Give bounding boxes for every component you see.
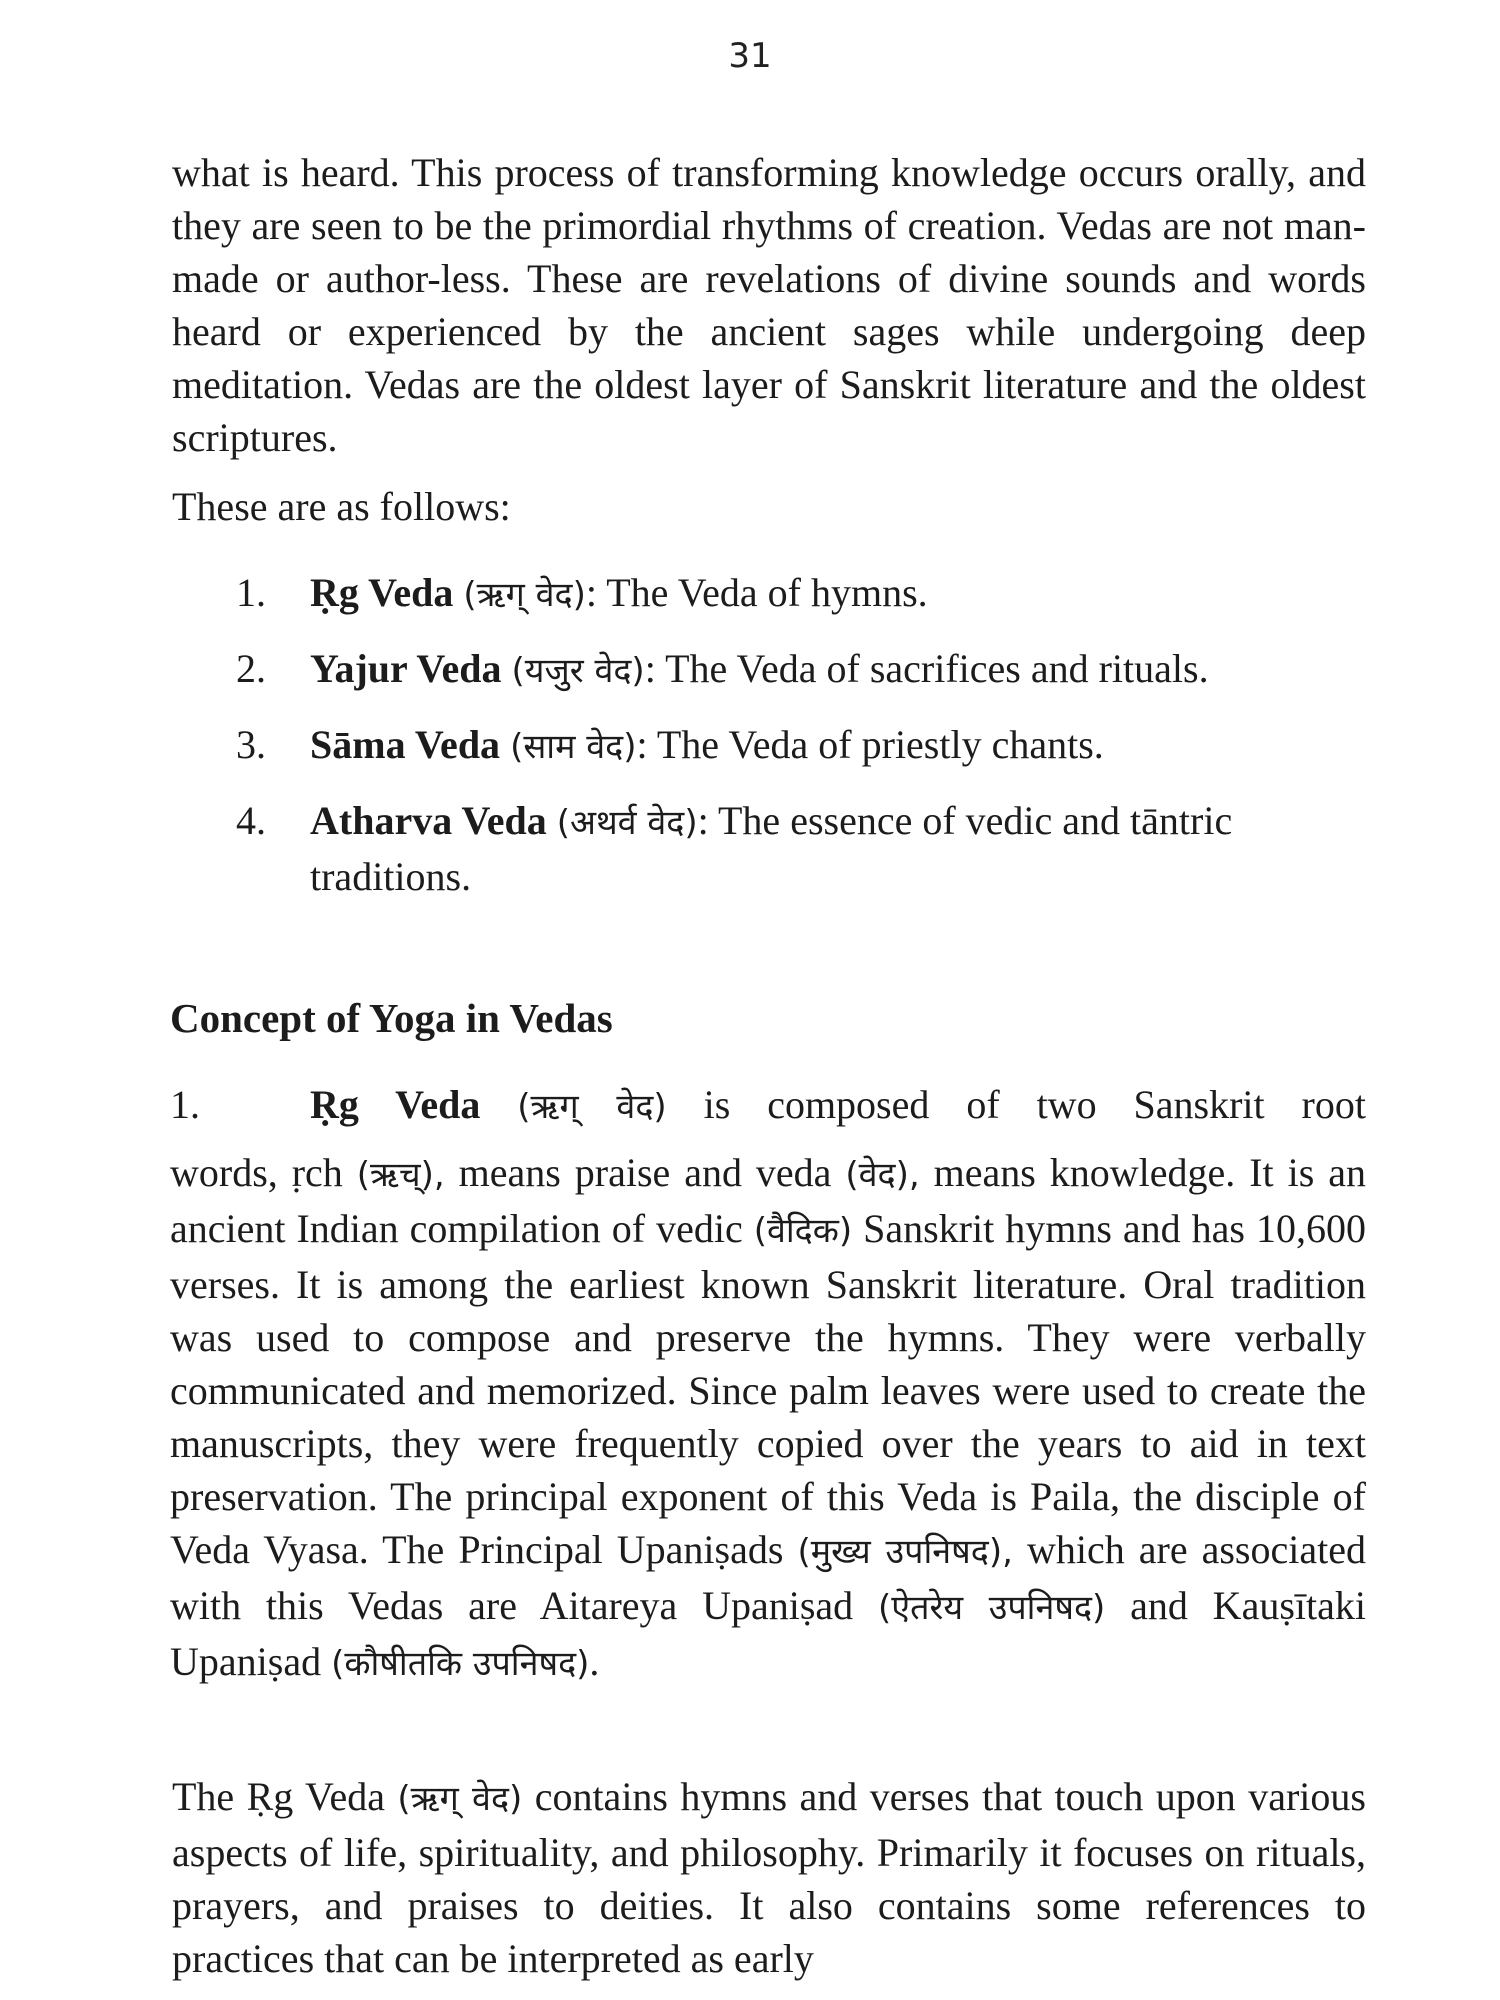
- list-item: [236, 718, 1366, 774]
- veda-description: : The Veda of sacrifices and rituals.: [644, 646, 1209, 691]
- veda-description: : The Veda of priestly chants.: [636, 722, 1104, 767]
- aitareya-devanagari: (ऐतरेय उपनिषद): [878, 1588, 1106, 1628]
- veda-name: Yajur Veda: [310, 646, 502, 691]
- body-text: which are associated with this Vedas are Aitareya Upaniṣad: [170, 1527, 1366, 1628]
- rg-veda-item: [170, 1078, 1366, 1691]
- kausitaki-devanagari: (कौषीतकि उपनिषद): [331, 1644, 590, 1684]
- body-text: and Kauṣītaki Upaniṣad: [170, 1583, 1366, 1684]
- veda-name: Ṛg Veda: [310, 570, 454, 615]
- section-heading: Concept of Yoga in Vedas: [170, 995, 613, 1041]
- body-text: .: [589, 1639, 600, 1684]
- list-item-number: 1.: [236, 570, 266, 615]
- veda-description: : The essence of vedic and tāntric traditions.: [310, 798, 1233, 899]
- veda-name: Atharva Veda: [310, 798, 547, 843]
- body-text: means knowledge. It is an ancient Indian compilation of vedic: [170, 1150, 1366, 1251]
- veda-description: : The Veda of hymns.: [585, 570, 928, 615]
- veda-devanagari-term: (वेद),: [845, 1155, 920, 1195]
- list-item-number: 4.: [236, 798, 266, 843]
- rg-veda-lead-text: is composed of two Sanskrit root: [666, 1082, 1366, 1127]
- rg-veda-body: [170, 1146, 1366, 1691]
- veda-name: Sāma Veda: [310, 722, 501, 767]
- veda-devanagari: (यजुर वेद): [511, 651, 645, 691]
- follows-text: These are as follows:: [172, 484, 511, 529]
- vedas-list: [236, 566, 1366, 923]
- veda-devanagari: (ऋग् वेद): [463, 575, 586, 615]
- rg-veda-paragraph: [172, 1770, 1366, 1985]
- body-text: The Ṛg Veda: [172, 1774, 398, 1819]
- rg-devanagari: (ऋग् वेद): [397, 1779, 523, 1819]
- vedic-devanagari: (वैदिक): [753, 1211, 853, 1251]
- upanisads-devanagari: (मुख्य उपनिषद),: [797, 1532, 1013, 1572]
- list-item: [236, 794, 1366, 903]
- rg-veda-lead-line: [170, 1078, 1366, 1134]
- page-number: 31: [728, 36, 772, 76]
- intro-paragraph: what is heard. This process of transforming knowledge occurs orally, and they are seen to be the primordial rhythms of creation. Vedas are not man-made or author-less. These are revelations of divine sounds and words heard or experienced by the ancient sages while undergoing deep meditation. Vedas are the oldest layer of Sanskrit literature and the oldest scriptures.: [172, 150, 1366, 460]
- item-number: 1.: [170, 1082, 200, 1127]
- body-text: Sanskrit hymns and has 10,600 verses. It is among the earliest known Sanskrit literature. Oral tradition was used to compose and preserve the hymns. They were verbally communicated and memorized. Since palm leaves were used to create the manuscripts, they were frequently copied over the years to aid in text preservation. The principal exponent of this Veda is Paila, the disciple of Veda Vyasa. The Principal Upaniṣads: [170, 1206, 1366, 1572]
- list-item: [236, 566, 1366, 622]
- rg-veda-name: Ṛg Veda: [310, 1082, 481, 1127]
- body-text: words, ṛch: [170, 1150, 357, 1195]
- veda-devanagari: (साम वेद): [510, 727, 637, 767]
- rch-devanagari: (ऋच्),: [356, 1155, 445, 1195]
- body-text: contains hymns and verses that touch upon various aspects of life, spirituality, and philosophy. Primarily it focuses on rituals, prayers, and praises to deities. It also contains some references to practices that can be interpreted as early: [172, 1774, 1366, 1981]
- rg-veda-lead: [310, 1078, 1366, 1134]
- list-item-number: 3.: [236, 722, 266, 767]
- rg-veda-devanagari: (ऋग् वेद): [517, 1087, 667, 1127]
- list-item: [236, 642, 1366, 698]
- list-item-number: 2.: [236, 646, 266, 691]
- body-text: means praise and veda: [444, 1150, 846, 1195]
- veda-devanagari: (अथर्व वेद): [556, 803, 698, 843]
